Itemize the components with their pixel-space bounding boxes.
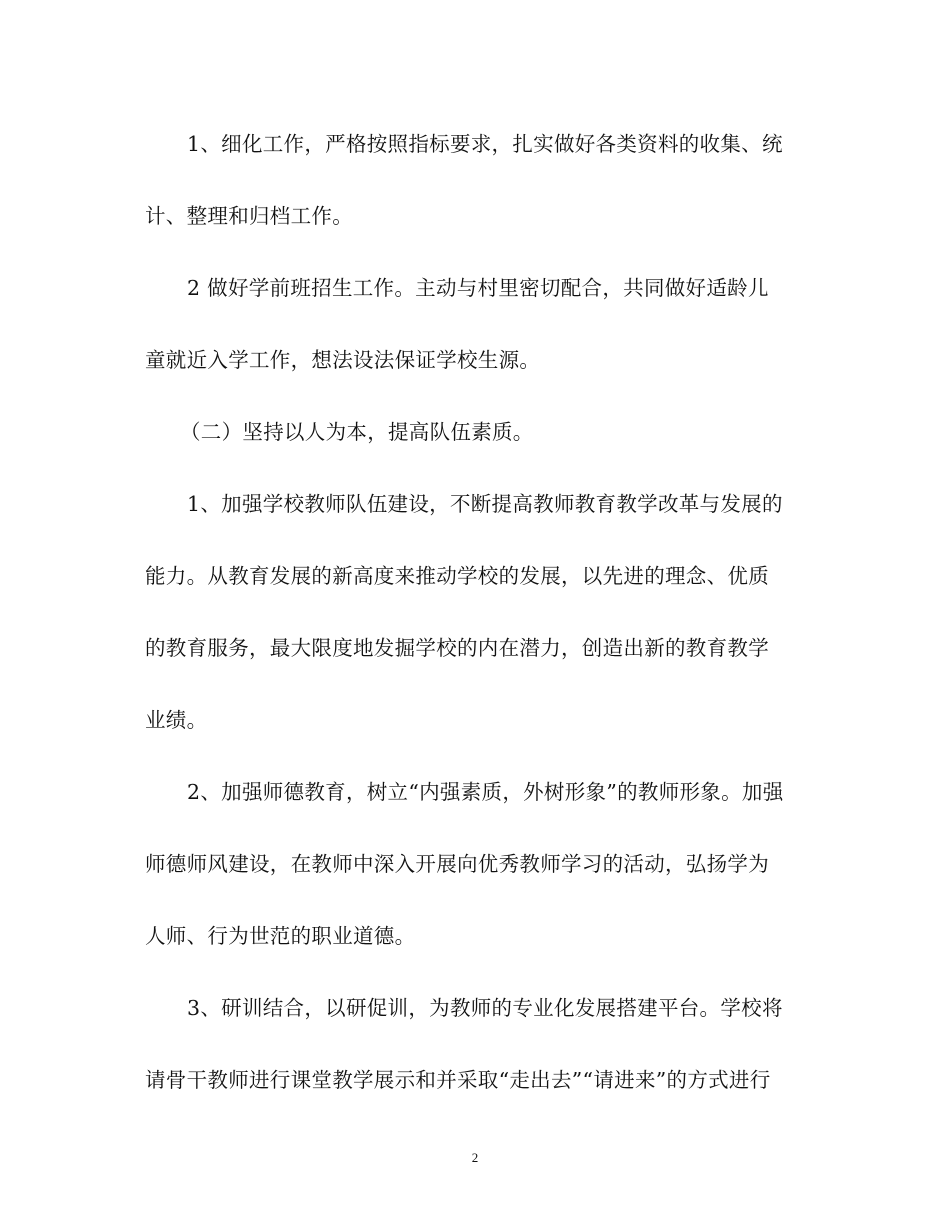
- text-line: 1、加强学校教师队伍建设，不断提高教师教育教学改革与发展的: [187, 492, 783, 516]
- text-line: 计、整理和归档工作。: [145, 204, 353, 228]
- text-line: 2 做好学前班招生工作。主动与村里密切配合，共同做好适龄儿: [187, 276, 769, 300]
- text-line: 师德师风建设，在教师中深入开展向优秀教师学习的活动，弘扬学为: [145, 852, 769, 876]
- text-line: 请骨干教师进行课堂教学展示和并采取“走出去”“请进来”的方式进行: [145, 1068, 771, 1092]
- text-line: 人师、行为世范的职业道德。: [145, 924, 416, 948]
- page-number: 2: [471, 1150, 479, 1165]
- text-line: 1、细化工作，严格按照指标要求，扎实做好各类资料的收集、统: [187, 132, 783, 156]
- text-line: 业绩。: [145, 708, 208, 732]
- text-line: 3、研训结合，以研促训，为教师的专业化发展搭建平台。学校将: [187, 996, 783, 1020]
- text-line: 能力。从教育发展的新高度来推动学校的发展，以先进的理念、优质: [145, 564, 769, 588]
- section-heading: （二）坚持以人为本，提高队伍素质。: [180, 420, 534, 444]
- text-line: 的教育服务，最大限度地发掘学校的内在潜力，创造出新的教育教学: [145, 636, 769, 660]
- text-line: 2、加强师德教育，树立“内强素质，外树形象”的教师形象。加强: [187, 780, 784, 804]
- text-line: 童就近入学工作，想法设法保证学校生源。: [145, 348, 541, 372]
